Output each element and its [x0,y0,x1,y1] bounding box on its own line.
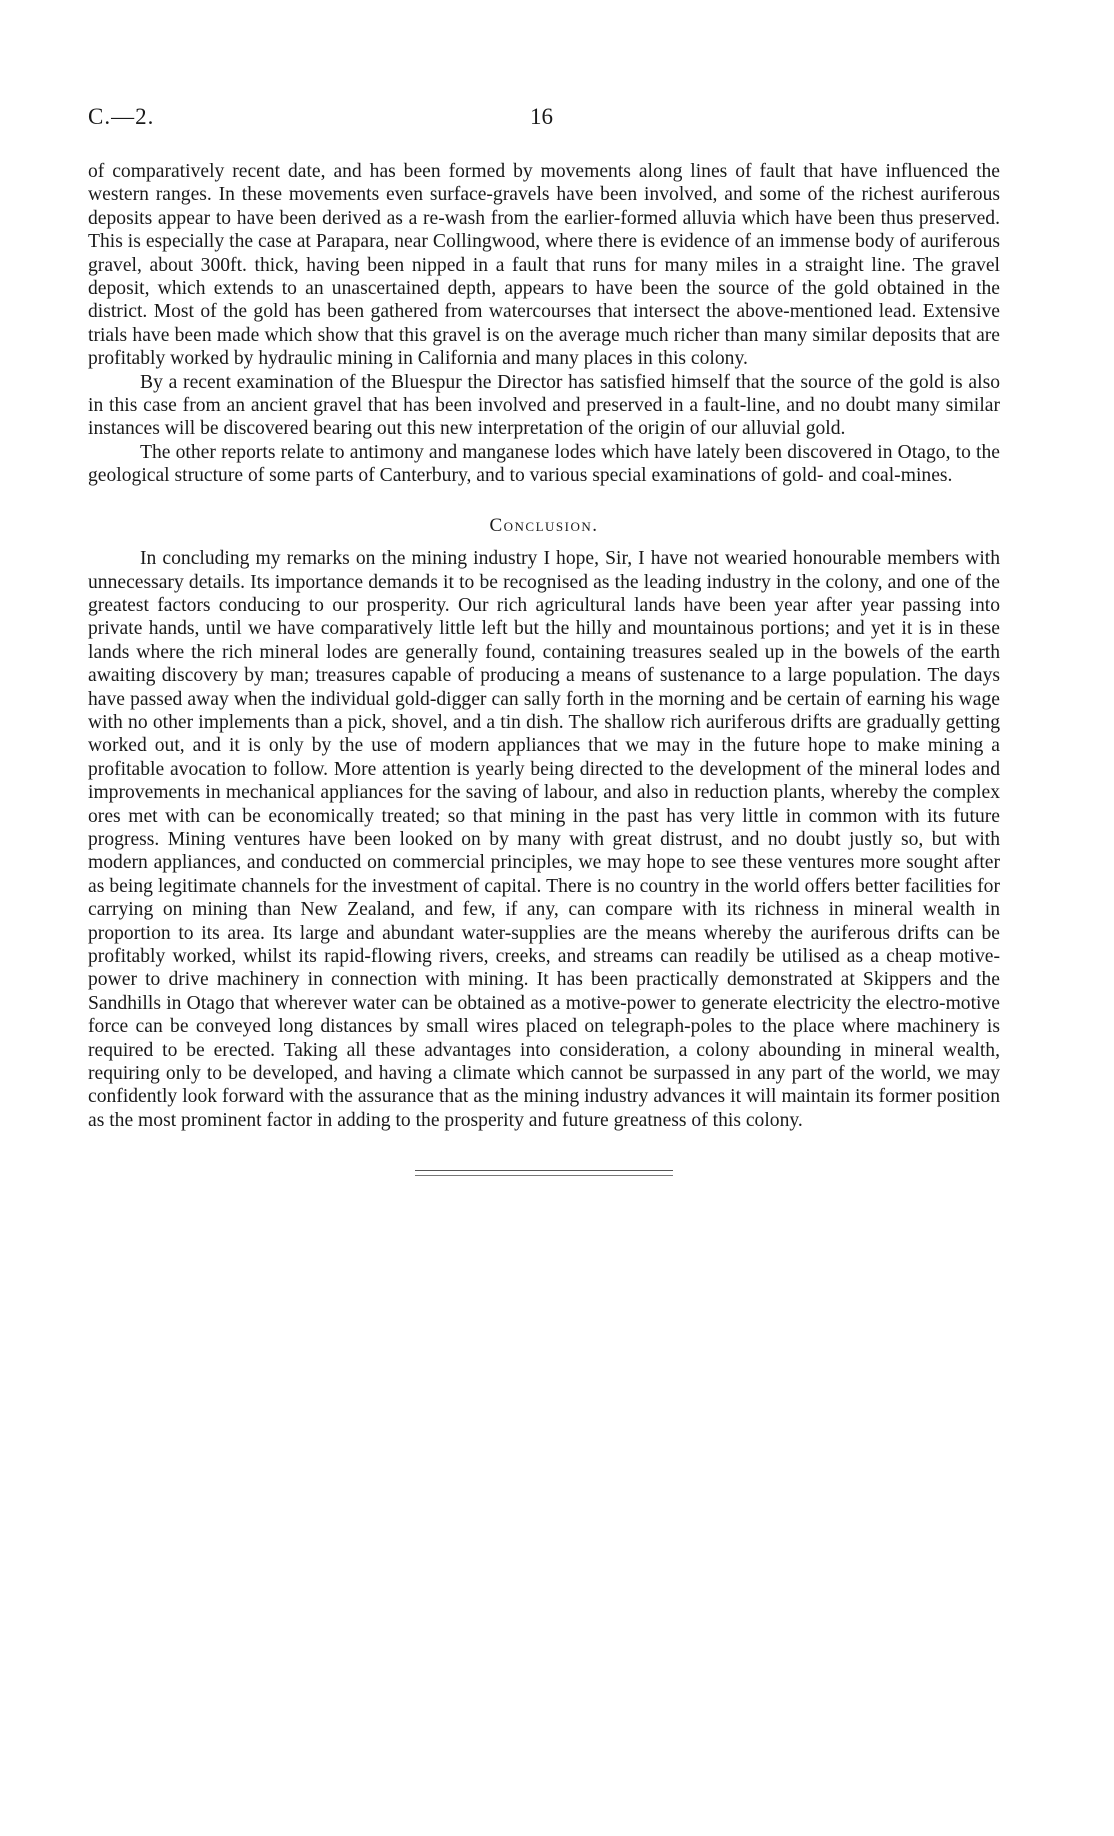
closing-rule [415,1170,673,1176]
paragraph-other-reports: The other reports relate to antimony and manganese lodes which have lately been discovered in Otago, to the geological structure of some parts of Canterbury, and to various special examinations of gold- and coal-mines. [88,441,1000,487]
section-heading-conclusion: Conclusion. [489,514,599,536]
paragraph-conclusion: In concluding my remarks on the mining industry I hope, Sir, I have not wearied honourable members with unnecessary details. Its importance demands it to be recognised as the leading industry in the colony, and one of the greatest factors conducing to our prosperity. Our rich agricultural lands have been year after year passing into private hands, until we have comparatively little left but the hilly and mountainous portions; and yet it is in these lands where the rich mineral lodes are generally found, containing treasures sealed up in the bowels of the earth awaiting discovery by man; treasures capable of producing a means of sustenance to a large population. The days have passed away when the individual gold-digger can sally forth in the morning and be certain of earning his wage with no other implements than a pick, shovel, and a tin dish. The shallow rich auriferous drifts are gradually getting worked out, and it is only by the use of modern appliances that we may in the future hope to make mining a profitable avocation to follow. More attention is yearly being directed to the development of the mineral lodes and improvements in mechanical appliances for the saving of labour, and also in reduction plants, whereby the complex ores met with can be economically treated; so that mining in the past has very little in common with its future progress. Mining ventures have been looked on by many with great distrust, and no doubt justly so, but with modern appliances, and conducted on commercial principles, we may hope to see these ventures more sought after as being legitimate channels for the investment of capital. There is no country in the world offers better facilities for carrying on mining than New Zealand, and few, if any, can compare with its richness in mineral wealth in proportion to its area. Its large and abundant water-supplies are the means whereby the auriferous drifts can be profitably worked, whilst its rapid-flowing rivers, creeks, and streams can readily be utilised as a cheap motive-power to drive machinery in connection with mining. It has been practically demonstrated at Skippers and the Sandhills in Otago that wherever water can be obtained as a motive-power to generate electricity the electro-motive force can be conveyed long distances by small wires placed on telegraph-poles to the place where machinery is required to be erected. Taking all these advantages into consideration, a colony abounding in mineral wealth, requiring only to be developed, and having a climate which cannot be surpassed in any part of the world, we may confidently look forward with the assurance that as the mining industry advances it will maintain its former position as the most prominent factor in adding to the prosperity and future greatness of this colony. [88,548,1000,1131]
body-text [88,160,1000,1176]
page-header [88,104,1000,134]
document-reference: C.—2. [88,104,155,129]
paragraph-continued: of comparatively recent date, and has been formed by movements along lines of fault that have influenced the western ranges. In these movements even surface-gravels have been involved, and some of the richest auriferous deposits appear to have been derived as a re-wash from the earlier-formed alluvia which have been thus preserved. This is especially the case at Parapara, near Collingwood, where there is evidence of an immense body of auriferous gravel, about 300ft. thick, having been nipped in a fault that runs for many miles in a straight line. The gravel deposit, which extends to an unascertained depth, appears to have been the source of the gold obtained in the district. Most of the gold has been gathered from watercourses that intersect the above-mentioned lead. Extensive trials have been made which show that this gravel is on the average much richer than many similar deposits that are profitably worked by hydraulic mining in California and many places in this colony. [88,161,1000,370]
page-number: 16 [530,104,553,129]
paragraph-bluespur: By a recent examination of the Bluespur the Director has satisfied himself that the source of the gold is also in this case from an ancient gravel that has been involved and preserved in a fault-line, and no doubt many similar instances will be discovered bearing out this new interpretation of the origin of our alluvial gold. [88,371,1000,440]
